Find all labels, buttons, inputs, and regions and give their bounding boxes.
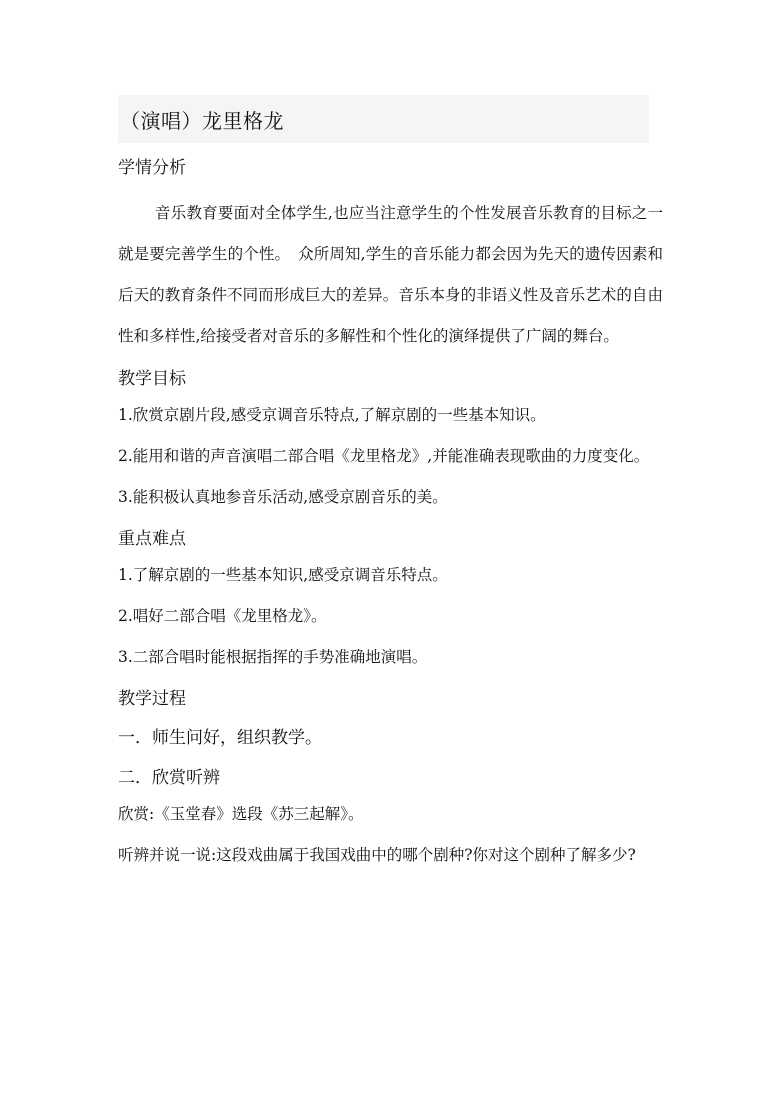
section-heading-key-points: 重点难点 [118,529,186,548]
process-step-1: 一．师生问好，组织教学。 [118,728,322,747]
document-title: （演唱）龙里格龙 [120,110,284,133]
key-point-item-2: 2.唱好二部合唱《龙里格龙》。 [118,607,327,625]
analysis-paragraph: 音乐教育要面对全体学生,也应当注意学生的个性发展音乐教育的目标之一就是要完善学生的个性。 众所周知,学生的音乐能力都会因为先天的遗传因素和后天的教育条件不同而形成巨大的差异。音乐本身的非语义性及音乐艺术的自由性和多样性,给接受者对音乐的多解性和个性化的演绎提供了广阔的舞台。 [118,204,663,345]
title-bar [118,95,649,143]
goal-item-2: 2.能用和谐的声音演唱二部合唱《龙里格龙》,并能准确表现歌曲的力度变化。 [118,447,650,465]
section-heading-analysis: 学情分析 [118,158,186,177]
process-step-2: 二．欣赏听辨 [118,768,220,787]
goal-item-1: 1.欣赏京剧片段,感受京调音乐特点,了解京剧的一些基本知识。 [118,406,546,424]
section-heading-goals: 教学目标 [118,369,186,388]
key-point-item-3: 3.二部合唱时能根据指挥的手势准确地演唱。 [118,648,428,666]
section-heading-process: 教学过程 [118,689,186,708]
key-point-item-1: 1.了解京剧的一些基本知识,感受京调音乐特点。 [118,566,448,584]
document-page [118,95,663,876]
process-line-1: 欣赏:《玉堂春》选段《苏三起解》。 [118,805,364,823]
goal-item-3: 3.能积极认真地参音乐活动,感受京剧音乐的美。 [118,488,448,506]
process-line-2: 听辨并说一说:这段戏曲属于我国戏曲中的哪个剧种?你对这个剧种了解多少? [118,846,636,864]
